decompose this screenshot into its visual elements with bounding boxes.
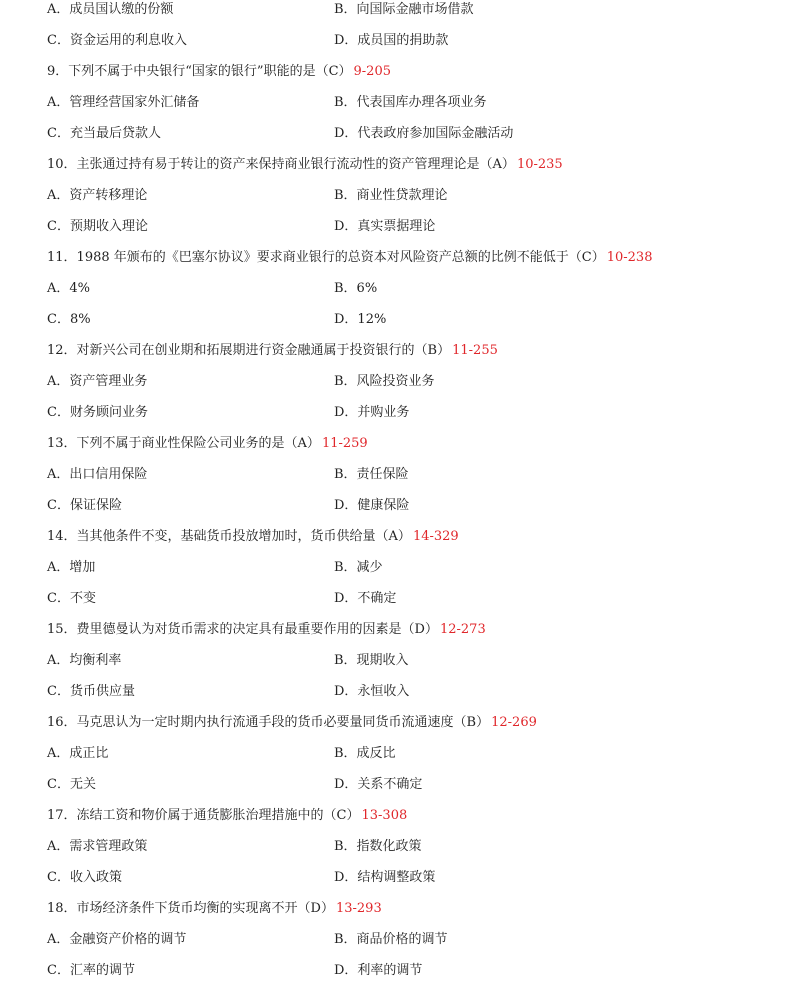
option-row <box>0 310 791 341</box>
option-row <box>0 961 791 992</box>
question-row <box>0 899 791 930</box>
question-row <box>0 620 791 651</box>
question-text: 13．下列不属于商业性保险公司业务的是（A） <box>47 436 320 451</box>
question-row <box>0 155 791 186</box>
question-line <box>47 806 407 826</box>
option-left: A．成员国认缴的份额 <box>47 2 174 17</box>
question-row <box>0 806 791 837</box>
option-left: C．不变 <box>47 591 96 606</box>
option-row <box>0 465 791 496</box>
option-left: A．金融资产价格的调节 <box>47 932 187 947</box>
page-reference: 11-255 <box>452 343 498 358</box>
option-right: D．成员国的捐助款 <box>334 33 449 48</box>
question-row <box>0 527 791 558</box>
question-row <box>0 434 791 465</box>
option-right: B．商品价格的调节 <box>334 932 448 947</box>
option-right: D．结构调整政策 <box>334 870 436 885</box>
option-right: B．责任保险 <box>334 467 409 482</box>
question-text: 14．当其他条件不变，基础货币投放增加时，货币供给量（A） <box>47 529 411 544</box>
option-left: C．收入政策 <box>47 870 122 885</box>
option-row <box>0 31 791 62</box>
option-right: B．风险投资业务 <box>334 374 435 389</box>
question-row <box>0 248 791 279</box>
question-line <box>47 341 498 361</box>
page-reference: 13-308 <box>361 808 408 823</box>
option-right: D．不确定 <box>334 591 397 606</box>
option-left: A．增加 <box>47 560 96 575</box>
option-row <box>0 651 791 682</box>
page-reference: 10-235 <box>516 157 563 172</box>
option-right: D．健康保险 <box>334 498 410 513</box>
page-reference: 12-269 <box>491 715 537 730</box>
option-left: A．资产转移理论 <box>47 188 148 203</box>
option-row <box>0 217 791 248</box>
question-text: 12．对新兴公司在创业期和拓展期进行资金融通属于投资银行的（B） <box>47 343 451 358</box>
question-row <box>0 62 791 93</box>
question-text: 17．冻结工资和物价属于通货膨胀治理措施中的（C） <box>47 808 360 823</box>
question-line <box>47 434 368 454</box>
option-left: C．货币供应量 <box>47 684 135 699</box>
option-right: D．利率的调节 <box>334 963 423 978</box>
question-text: 9．下列不属于中央银行“国家的银行”职能的是（C） <box>47 64 352 79</box>
option-left: C．财务顾问业务 <box>47 405 148 420</box>
question-row <box>0 341 791 372</box>
option-row <box>0 775 791 806</box>
option-right: D．12% <box>334 312 387 327</box>
question-line <box>47 155 563 175</box>
option-left: A．需求管理政策 <box>47 839 148 854</box>
option-left: A．成正比 <box>47 746 109 761</box>
page-reference: 14-329 <box>412 529 459 544</box>
question-line <box>47 248 652 268</box>
page-reference: 13-293 <box>335 901 382 916</box>
option-row <box>0 744 791 775</box>
question-line <box>47 620 486 640</box>
option-right: B．商业性贷款理论 <box>334 188 448 203</box>
question-line <box>47 62 391 82</box>
question-line <box>47 527 459 547</box>
option-row <box>0 558 791 589</box>
option-row <box>0 868 791 899</box>
option-right: B．6% <box>334 281 378 296</box>
option-left: A．管理经营国家外汇储备 <box>47 95 200 110</box>
page-reference: 12-273 <box>439 622 486 637</box>
option-left: C．汇率的调节 <box>47 963 135 978</box>
question-text: 16．马克思认为一定时期内执行流通手段的货币必要量同货币流通速度（B） <box>47 715 490 730</box>
option-row <box>0 0 791 31</box>
option-row <box>0 589 791 620</box>
option-left: C．8% <box>47 312 91 327</box>
option-right: B．向国际金融市场借款 <box>334 2 474 17</box>
option-row <box>0 186 791 217</box>
option-left: C．保证保险 <box>47 498 122 513</box>
option-row <box>0 124 791 155</box>
option-right: B．指数化政策 <box>334 839 422 854</box>
option-left: C．资金运用的利息收入 <box>47 33 187 48</box>
question-text: 15．费里德曼认为对货币需求的决定具有最重要作用的因素是（D） <box>47 622 438 637</box>
option-left: A．4% <box>47 281 91 296</box>
option-row <box>0 279 791 310</box>
option-row <box>0 682 791 713</box>
option-row <box>0 93 791 124</box>
question-line <box>47 713 537 733</box>
option-left: A．出口信用保险 <box>47 467 148 482</box>
question-text: 11．1988 年颁布的《巴塞尔协议》要求商业银行的总资本对风险资产总额的比例不能低于（C） <box>47 250 605 265</box>
option-right: B．现期收入 <box>334 653 409 668</box>
question-row <box>0 713 791 744</box>
option-row <box>0 372 791 403</box>
option-row <box>0 930 791 961</box>
option-right: D．并购业务 <box>334 405 410 420</box>
option-left: A．均衡利率 <box>47 653 122 668</box>
page-reference: 11-259 <box>321 436 368 451</box>
option-right: D．永恒收入 <box>334 684 410 699</box>
option-left: C．充当最后贷款人 <box>47 126 161 141</box>
option-right: D．真实票据理论 <box>334 219 436 234</box>
option-row <box>0 837 791 868</box>
option-right: D．关系不确定 <box>334 777 423 792</box>
option-right: B．代表国库办理各项业务 <box>334 95 487 110</box>
question-text: 18．市场经济条件下货币均衡的实现离不开（D） <box>47 901 334 916</box>
page-reference: 10-238 <box>606 250 653 265</box>
option-left: C．预期收入理论 <box>47 219 148 234</box>
option-right: B．成反比 <box>334 746 396 761</box>
option-left: C．无关 <box>47 777 96 792</box>
page-reference: 9-205 <box>353 64 391 79</box>
option-row <box>0 496 791 527</box>
question-text: 10．主张通过持有易于转让的资产来保持商业银行流动性的资产管理理论是（A） <box>47 157 515 172</box>
option-right: B．减少 <box>334 560 383 575</box>
option-right: D．代表政府参加国际金融活动 <box>334 126 514 141</box>
option-left: A．资产管理业务 <box>47 374 148 389</box>
question-line <box>47 899 382 919</box>
option-row <box>0 403 791 434</box>
